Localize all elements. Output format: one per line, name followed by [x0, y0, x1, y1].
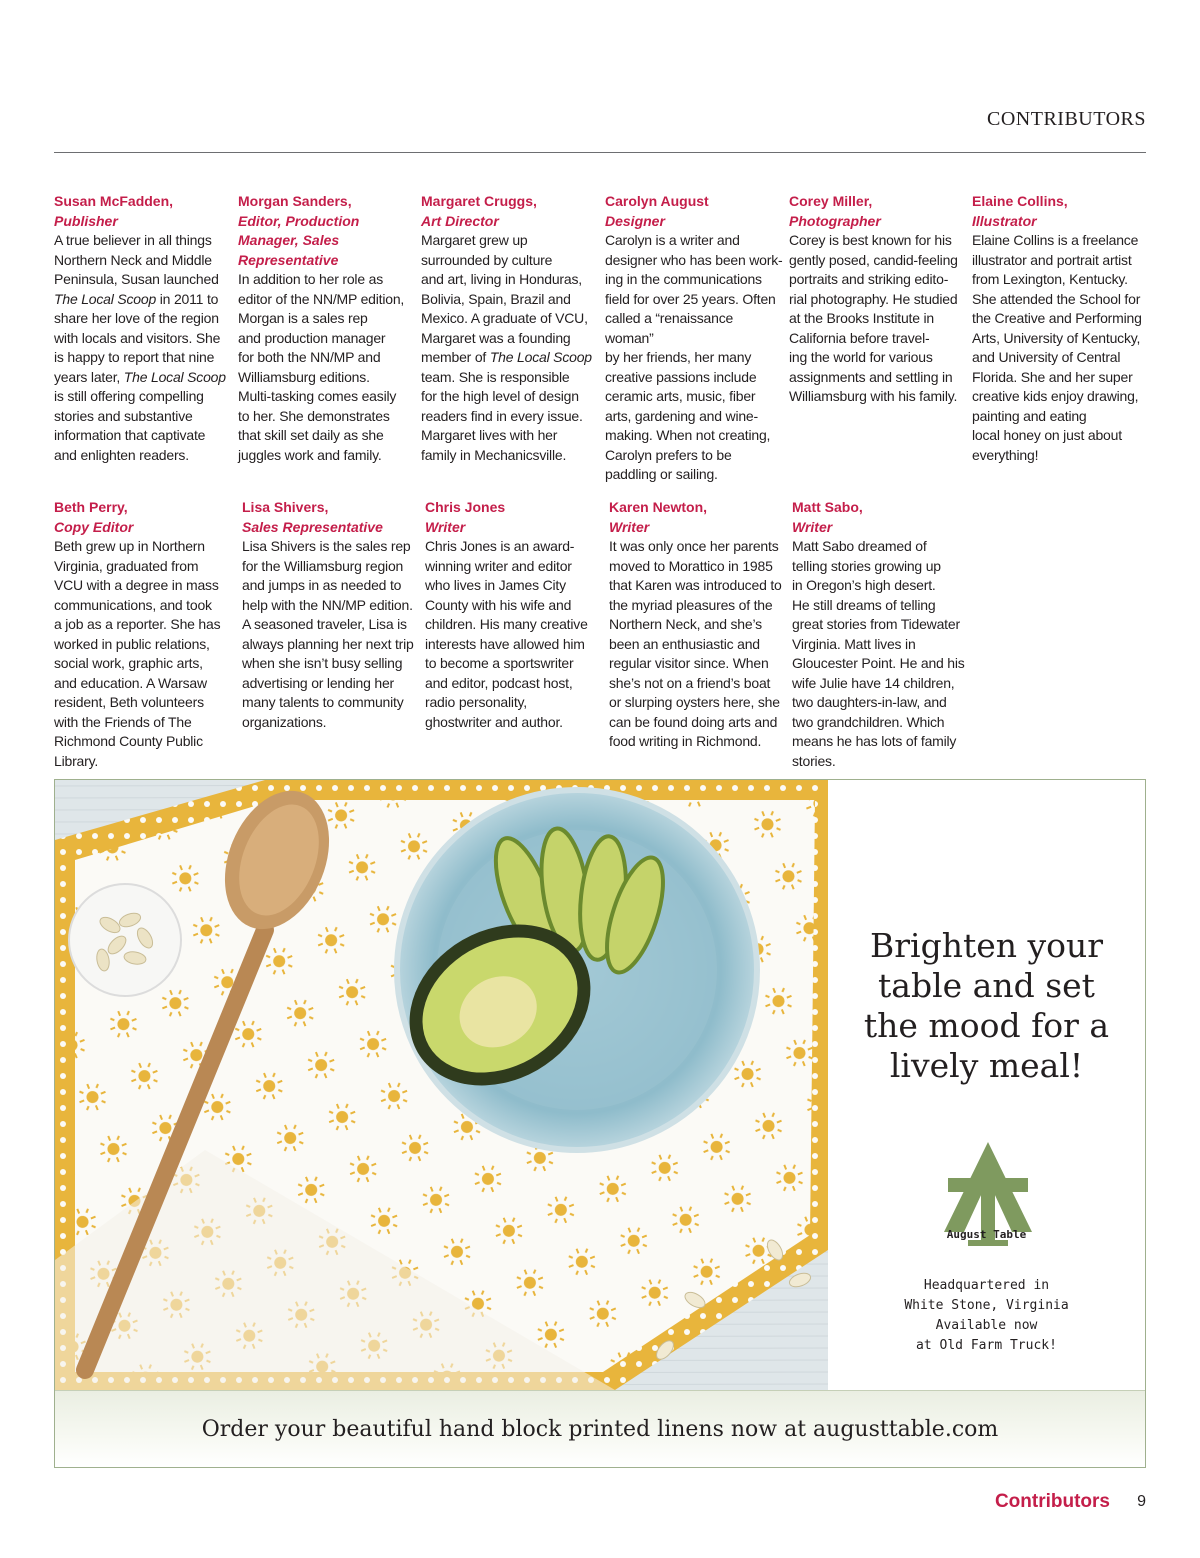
headline-line: lively meal!	[889, 1046, 1084, 1085]
bio-line: that Karen was introduced to	[609, 577, 782, 593]
bio-line: and editor, podcast host,	[425, 674, 573, 691]
bio-line: Margaret grew up	[421, 232, 528, 248]
contributor-role: Publisher	[54, 212, 118, 229]
bio-line: designer who has been work-	[605, 251, 783, 268]
bio-line: Carolyn is a writer and	[605, 232, 740, 248]
contributor-bio	[792, 498, 970, 771]
contributor-bio	[54, 498, 234, 771]
section-label: CONTRIBUTORS	[987, 108, 1146, 130]
bio-line: the Creative and Performing	[972, 310, 1142, 326]
bio-line: ceramic arts, music, fiber	[605, 388, 756, 404]
bio-line: stories and substantive	[54, 407, 193, 424]
bio-line: been an enthusiastic and	[609, 635, 760, 652]
bio-line: ghostwriter and author.	[425, 713, 563, 730]
bio-line: at the Brooks Institute in	[789, 310, 934, 326]
bio-line: creative passions include	[605, 368, 757, 385]
info-line: at Old Farm Truck!	[916, 1338, 1057, 1353]
bio-line: creative kids enjoy drawing,	[972, 388, 1139, 404]
contributor-role: Designer	[605, 212, 665, 229]
bio-line: Bolivia, Spain, Brazil and	[421, 290, 571, 307]
bio-line: a job as a reporter. She has	[54, 616, 221, 632]
bio-line: Virginia, graduated from	[54, 557, 199, 574]
bio-line: regular visitor since. When	[609, 655, 769, 671]
bio-line: County with his wife and	[425, 596, 572, 613]
contributor-role: Copy Editor	[54, 518, 134, 535]
bio-line: when she isn’t busy selling	[242, 655, 403, 671]
bio-line: in Oregon’s high desert.	[792, 577, 936, 593]
bio-line: painting and eating	[972, 407, 1087, 424]
page-number: 9	[1137, 1493, 1146, 1510]
bio-line: and jumps in as needed to	[242, 577, 402, 593]
info-line: Available now	[935, 1318, 1038, 1333]
contributor-name: Carolyn August	[605, 193, 709, 209]
bio-line: readers find in every issue.	[421, 407, 583, 424]
bio-line: and enlighten readers.	[54, 446, 189, 463]
bio-line: Library.	[54, 752, 99, 769]
bio-line: local honey on just about	[972, 427, 1122, 443]
bio-line: Northern Neck and Middle	[54, 251, 212, 268]
bio-line: to become a sportswriter	[425, 655, 574, 671]
contributor-role: Writer	[792, 518, 833, 535]
contributor-role: Editor, Production	[238, 212, 360, 229]
bio-line: Florida. She and her super	[972, 368, 1133, 385]
bio-line: Corey is best known for his	[789, 232, 952, 248]
bio-line: The Local Scoop in 2011 to	[54, 290, 219, 307]
bio-line: stories.	[792, 752, 836, 769]
bio-line: portraits and striking edito-	[789, 271, 949, 287]
bio-line: great stories from Tidewater	[792, 616, 960, 632]
bio-line: Multi-tasking comes easily	[238, 388, 397, 404]
bio-line: assignments and settling in	[789, 368, 953, 385]
info-line: White Stone, Virginia	[904, 1298, 1069, 1313]
table-setting-illustration	[55, 780, 828, 1390]
bio-line: Elaine Collins is a freelance	[972, 232, 1139, 248]
ad-info	[828, 1276, 1145, 1356]
bio-line: Mexico. A graduate of VCU,	[421, 310, 588, 326]
contributor-role: Art Director	[421, 212, 499, 229]
headline-line: table and set	[878, 966, 1095, 1005]
bio-line: means he has lots of family	[792, 733, 957, 749]
bio-line: many talents to community	[242, 694, 404, 710]
bio-line: and University of Central	[972, 349, 1121, 365]
bio-line: telling stories growing up	[792, 557, 941, 574]
contributor-bio	[421, 192, 599, 465]
contributor-name: Morgan Sanders,	[238, 193, 352, 209]
contributor-role: Manager, Sales	[238, 232, 340, 248]
contributor-name: Susan McFadden,	[54, 193, 174, 209]
contributor-bio	[605, 192, 783, 485]
contributor-bio	[972, 192, 1146, 465]
bio-line: children. His many creative	[425, 616, 588, 632]
bio-line: Carolyn prefers to be	[605, 446, 732, 463]
contributor-name: Chris Jones	[425, 499, 506, 515]
contributor-name: Beth Perry,	[54, 499, 128, 515]
bio-line: Richmond County Public	[54, 733, 203, 749]
bio-line: illustrator and portrait artist	[972, 251, 1132, 268]
folio-section: Contributors	[994, 1491, 1110, 1512]
bio-line: moved to Morattico in 1985	[609, 557, 773, 574]
bio-line: interests have allowed him	[425, 635, 585, 652]
bio-line: Peninsula, Susan launched	[54, 271, 219, 287]
bio-line: that skill set daily as she	[238, 427, 384, 443]
bio-line: two grandchildren. Which	[792, 713, 945, 730]
bio-line: making. When not creating,	[605, 427, 771, 443]
bio-line: Northern Neck, and she’s	[609, 616, 762, 632]
bio-line: resident, Beth volunteers	[54, 694, 204, 710]
bio-line: It was only once her parents	[609, 538, 779, 554]
bio-line: organizations.	[242, 713, 327, 730]
bio-line: communications, and took	[54, 596, 212, 613]
bio-line: winning writer and editor	[425, 557, 572, 574]
bio-line: two daughters-in-law, and	[792, 694, 947, 710]
bio-line: who lives in James City	[425, 577, 566, 593]
bio-line: She attended the School for	[972, 290, 1141, 307]
bio-line: Matt Sabo dreamed of	[792, 538, 927, 554]
bio-line: or slurping oysters here, she	[609, 694, 780, 710]
bio-line: to her. She demonstrates	[238, 407, 390, 424]
contributor-name: Matt Sabo,	[792, 499, 863, 515]
bio-line: for both the NN/MP and	[238, 349, 381, 365]
bio-line: Williamsburg editions.	[238, 368, 370, 385]
bio-line: is happy to report that nine	[54, 349, 215, 365]
bio-line: share her love of the region	[54, 310, 219, 326]
bio-line: Morgan is a sales rep	[238, 310, 368, 326]
ad-footer-cta: Order your beautiful hand block printed linens now at augusttable.com	[55, 1390, 1145, 1467]
bio-line: team. She is responsible	[421, 368, 570, 385]
bio-line: and art, living in Honduras,	[421, 271, 582, 287]
bio-line: with locals and visitors. She	[54, 329, 221, 346]
bio-line: paddling or sailing.	[605, 466, 718, 482]
contributor-bio	[54, 192, 232, 465]
bio-line: years later, The Local Scoop	[54, 368, 226, 385]
bio-line: arts, gardening and wine-	[605, 407, 758, 424]
contributor-name: Elaine Collins,	[972, 193, 1068, 209]
bio-line: Margaret lives with her	[421, 427, 558, 443]
contributor-role: Writer	[609, 518, 650, 535]
headline-line: the mood for a	[863, 1006, 1110, 1045]
bio-line: called a “renaissance woman”	[605, 310, 734, 346]
bio-line: information that captivate	[54, 427, 206, 443]
bio-line: advertising or lending her	[242, 674, 395, 691]
bio-line: surrounded by culture	[421, 251, 553, 268]
bio-line: everything!	[972, 446, 1039, 463]
bio-line: always planning her next trip	[242, 635, 414, 652]
bio-line: gently posed, candid-feeling	[789, 251, 958, 268]
bio-line: ing the world for various	[789, 349, 933, 365]
bio-line: In addition to her role as	[238, 271, 384, 287]
info-line: Headquartered in	[923, 1278, 1050, 1293]
bio-line: wife Julie have 14 children,	[792, 674, 955, 691]
bio-line: Virginia. Matt lives in	[792, 635, 916, 652]
ad-photo	[55, 780, 828, 1390]
bio-line: for the Williamsburg region	[242, 557, 404, 574]
contributor-name: Margaret Cruggs,	[421, 193, 537, 209]
top-rule	[54, 152, 1146, 153]
contributor-bio	[242, 498, 420, 732]
bio-line: He still dreams of telling	[792, 596, 936, 613]
bio-line: ing in the communications	[605, 271, 762, 287]
contributor-role: Photographer	[789, 212, 881, 229]
contributor-name: Lisa Shivers,	[242, 499, 329, 515]
bio-line: A true believer in all things	[54, 232, 212, 248]
bio-line: the myriad pleasures of the	[609, 596, 773, 613]
bio-line: member of The Local Scoop	[421, 349, 592, 365]
contributor-name: Karen Newton,	[609, 499, 708, 515]
contributor-role: Writer	[425, 518, 466, 535]
bio-line: and production manager	[238, 329, 386, 346]
bio-line: Williamsburg with his family.	[789, 388, 958, 404]
bio-line: from Lexington, Kentucky.	[972, 271, 1128, 287]
contributor-bio	[238, 192, 416, 465]
bio-line: Beth grew up in Northern	[54, 538, 205, 554]
bio-line: social work, graphic arts,	[54, 655, 203, 671]
bio-line: with the Friends of The	[54, 713, 192, 730]
bio-line: family in Mechanicsville.	[421, 446, 567, 463]
bio-line: rial photography. He studied	[789, 290, 958, 307]
bio-line: A seasoned traveler, Lisa is	[242, 616, 407, 632]
bio-line: field for over 25 years. Often	[605, 290, 776, 307]
ad-headline	[828, 926, 1145, 1086]
bio-line: help with the NN/MP edition.	[242, 596, 413, 613]
advertisement	[54, 779, 1146, 1468]
bio-line: and education. A Warsaw	[54, 674, 207, 691]
ad-copy-panel	[828, 780, 1145, 1390]
bio-line: California before travel-	[789, 329, 930, 346]
bio-line: radio personality,	[425, 694, 527, 710]
contributor-bio	[789, 192, 967, 407]
contributor-role: Sales Representative	[242, 518, 383, 535]
headline-line: Brighten your	[869, 926, 1104, 965]
bio-line: is still offering compelling	[54, 388, 204, 404]
contributor-bio	[425, 498, 603, 732]
bio-line: editor of the NN/MP edition,	[238, 290, 405, 307]
bio-line: juggles work and family.	[238, 446, 382, 463]
contributor-role: Illustrator	[972, 212, 1037, 229]
bio-line: Lisa Shivers is the sales rep	[242, 538, 411, 554]
bio-line: worked in public relations,	[54, 635, 210, 652]
bio-line: for the high level of design	[421, 388, 579, 404]
contributor-role: Representative	[238, 251, 339, 268]
bio-line: Arts, University of Kentucky,	[972, 329, 1141, 346]
contributor-bio	[609, 498, 787, 752]
bio-line: can be found doing arts and	[609, 713, 778, 730]
bio-line: VCU with a degree in mass	[54, 577, 219, 593]
bio-line: by her friends, her many	[605, 349, 752, 365]
bio-line: Margaret was a founding	[421, 329, 571, 346]
contributor-name: Corey Miller,	[789, 193, 873, 209]
bio-line: Gloucester Point. He and his	[792, 655, 965, 671]
bio-line: food writing in Richmond.	[609, 733, 762, 749]
bio-line: Chris Jones is an award-	[425, 538, 575, 554]
logo-text: August Table	[946, 1228, 1027, 1241]
bio-line: she’s not on a friend’s boat	[609, 674, 771, 691]
